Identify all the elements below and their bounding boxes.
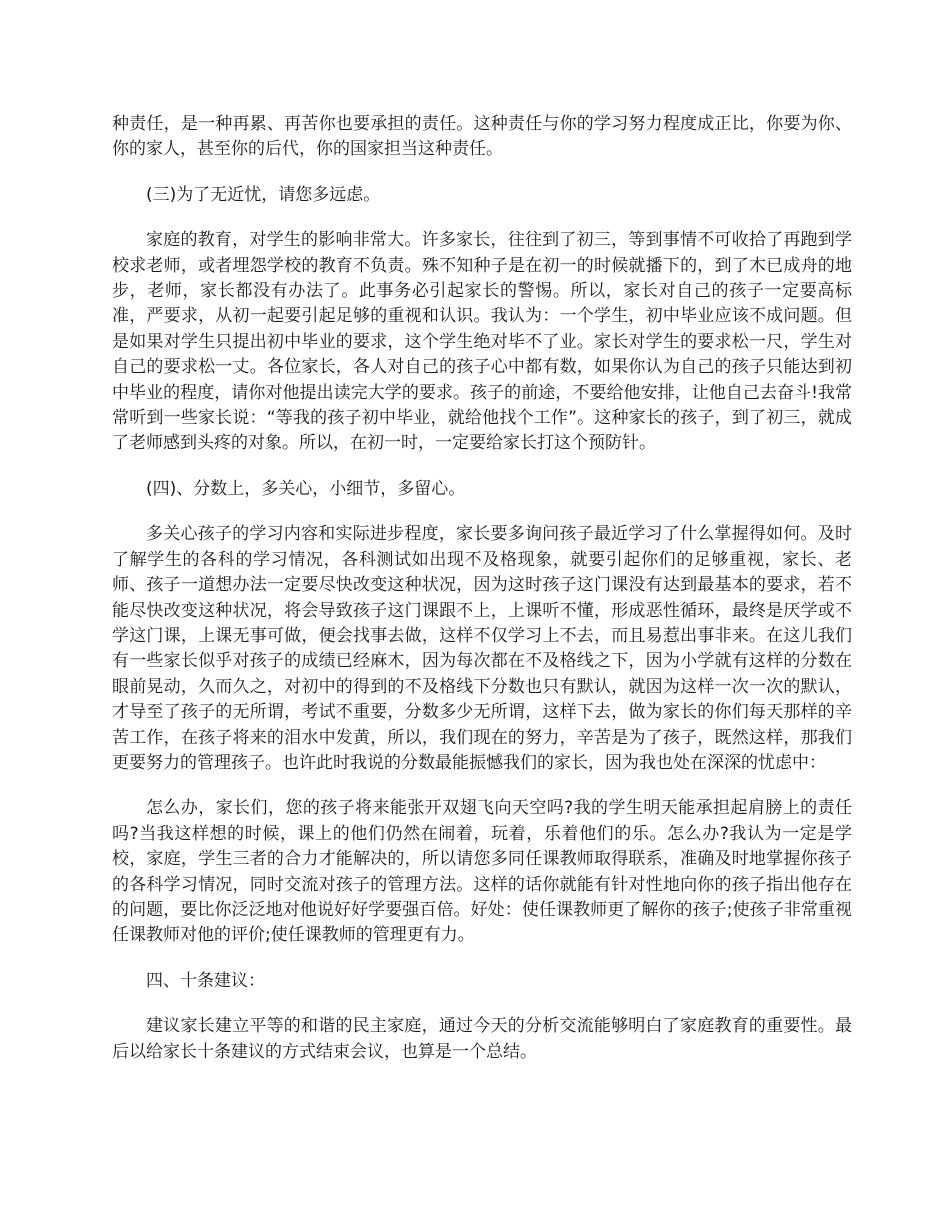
paragraph-responsibility: 种责任，是一种再累、再苦你也要承担的责任。这种责任与你的学习努力程度成正比，你要为你、你的家人，甚至你的后代，你的国家担当这种责任。 xyxy=(112,114,852,160)
section-heading-4: (四)、分数上，多关心，小细节，多留心。 xyxy=(146,478,466,499)
paragraph-what-to-do: 怎么办，家长们，您的孩子将来能张开双翅飞向天空吗?我的学生明天能承担起肩膀上的责任吗?当我这样想的时候，课上的他们仍然在闹着，玩着，乐着他们的乐。怎么办?我认为一定是学校，家庭，学生三者的合力才能解决的，所以请您多同任课教师取得联系，准确及时地掌握你孩子的各科学习情况，同时交流对孩子的管理方法。这样的话你就能有针对性地向你的孩子指出他存在的问题，要比你泛泛地对他说好好学要强百倍。好处：使任课教师更了解你的孩子;使孩子非常重视任课教师对他的评价;使任课教师的管理更有力。 xyxy=(112,798,852,946)
section-heading-3: (三)为了无近忧，请您多远虑。 xyxy=(146,184,381,205)
paragraph-family-education: 家庭的教育，对学生的影响非常大。许多家长，往往到了初三，等到事情不可收拾了再跑到学校求老师，或者埋怨学校的教育不负责。殊不知种子是在初一的时候就播下的，到了木已成舟的地步，老师，家长都没有办法了。此事务必引起家长的警惕。所以，家长对自己的孩子一定要高标准，严要求，从初一起要引起足够的重视和认识。我认为：一个学生，初中毕业应该不成问题。但是如果对学生只提出初中毕业的要求，这个学生绝对毕不了业。家长对学生的要求松一尺，学生对自己的要求松一丈。各位家长，各人对自己的孩子心中都有数，如果你认为自己的孩子只能达到初中毕业的程度，请你对他提出读完大学的要求。孩子的前途，不要给他安排，让他自己去奋斗!我常常听到一些家长说：“等我的孩子初中毕业，就给他找个工作”。这种家长的孩子，到了初三，就成了老师感到头疼的对象。所以，在初一时，一定要给家长打这个预防针。 xyxy=(112,230,852,454)
paragraph-conclusion: 建议家长建立平等的和谐的民主家庭，通过今天的分析交流能够明白了家庭教育的重要性。最后以给家长十条建议的方式结束会议，也算是一个总结。 xyxy=(112,1016,852,1062)
paragraph-scores: 多关心孩子的学习内容和实际进步程度，家长要多询问孩子最近学习了什么掌握得如何。及时了解学生的各科的学习情况，各科测试如出现不及格现象，就要引起你们的足够重视，家长、老师、孩子一道想办法一定要尽快改变这种状况，因为这时孩子这门课没有达到最基本的要求，若不能尽快改变这种状况，将会导致孩子这门课跟不上，上课听不懂，形成恶性循环，最终是厌学或不学这门课，上课无事可做，便会找事去做，这样不仅学习上不去，而且易惹出事非来。在这儿我们有一些家长似乎对孩子的成绩已经麻木，因为每次都在不及格线之下，因为小学就有这样的分数在眼前晃动，久而久之，对初中的得到的不及格线下分数也只有默认，就因为这样一次一次的默认，才导至了孩子的无所谓，考试不重要，分数多少无所谓，这样下去，做为家长的你们每天那样的辛苦工作，在孩子将来的泪水中发黄，所以，我们现在的努力，辛苦是为了孩子，既然这样，那我们更要努力的管理孩子。也许此时我说的分数最能振憾我们的家长，因为我也处在深深的忧虑中： xyxy=(112,524,852,773)
document-page xyxy=(112,112,852,1065)
section-heading-ten-suggestions: 四、十条建议： xyxy=(146,970,265,991)
